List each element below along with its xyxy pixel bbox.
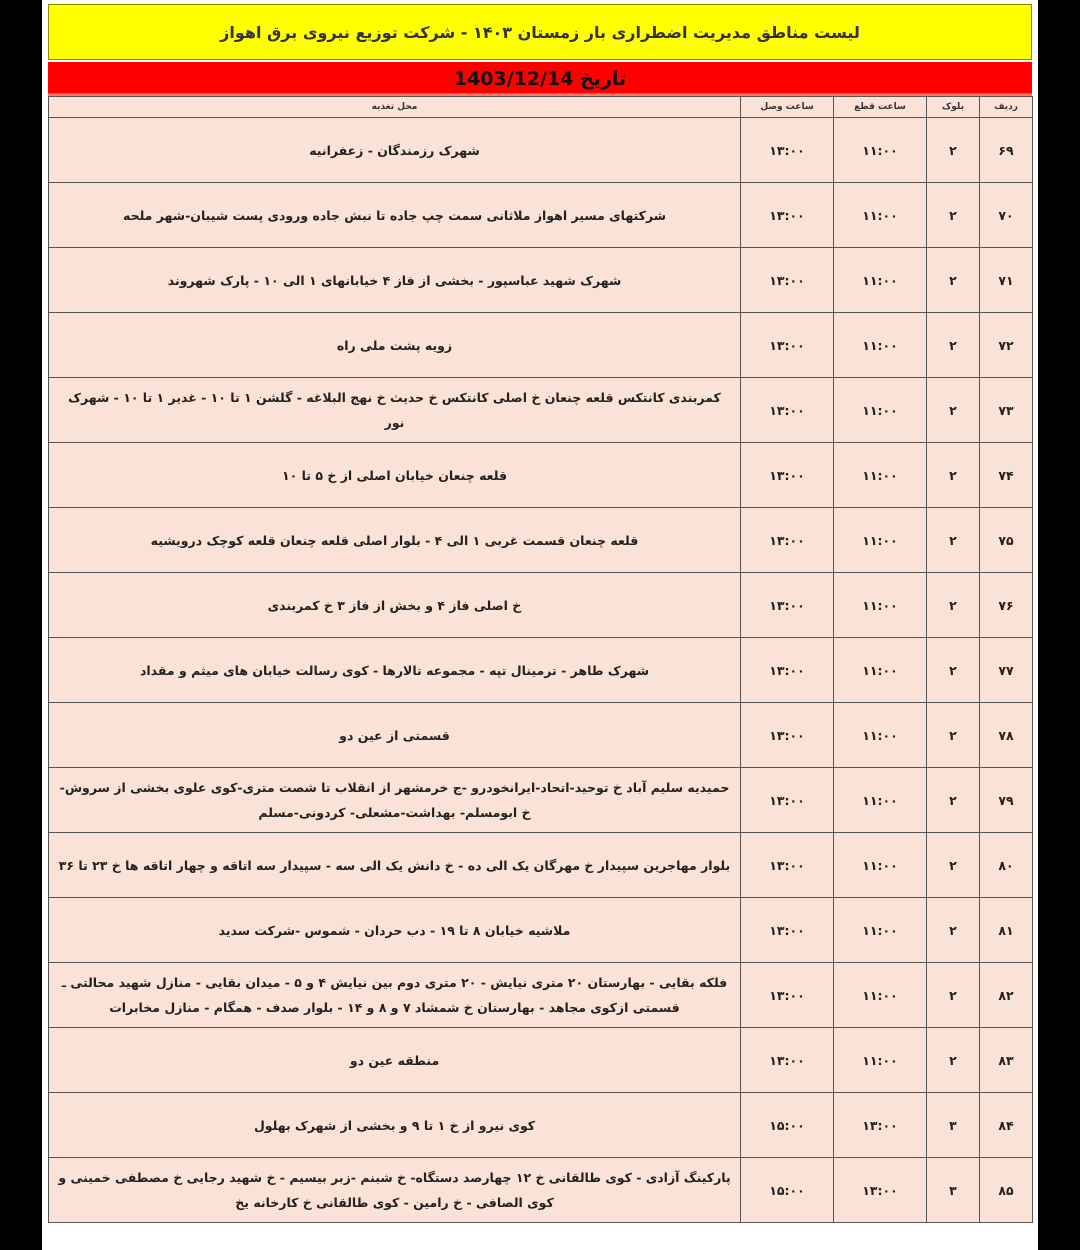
cell-reconnect-time: ۱۳:۰۰ bbox=[741, 443, 834, 508]
col-header-block: بلوک bbox=[927, 97, 980, 118]
cell-row-number: ۷۱ bbox=[980, 248, 1033, 313]
table-row bbox=[49, 508, 1033, 573]
cell-cut-time: ۱۳:۰۰ bbox=[834, 1158, 927, 1223]
cell-location: قلعه چنعان خیابان اصلی از خ ۵ تا ۱۰ bbox=[49, 443, 741, 508]
cell-row-number: ۸۰ bbox=[980, 833, 1033, 898]
cell-reconnect-time: ۱۳:۰۰ bbox=[741, 898, 834, 963]
cell-reconnect-time: ۱۳:۰۰ bbox=[741, 833, 834, 898]
table-row bbox=[49, 963, 1033, 1028]
cell-reconnect-time: ۱۵:۰۰ bbox=[741, 1158, 834, 1223]
cell-row-number: ۷۳ bbox=[980, 378, 1033, 443]
cell-location: شرکتهای مسیر اهواز ملاثانی سمت چپ جاده تا نبش جاده ورودی پست شیبان-شهر ملحه bbox=[49, 183, 741, 248]
table-row bbox=[49, 898, 1033, 963]
cell-location: ملاشیه خیابان ۸ تا ۱۹ - دب حردان - شموس -شرکت سدید bbox=[49, 898, 741, 963]
col-header-reconnect-time: ساعت وصل bbox=[741, 97, 834, 118]
cell-cut-time: ۱۱:۰۰ bbox=[834, 183, 927, 248]
cell-block: ۲ bbox=[927, 833, 980, 898]
cell-cut-time: ۱۱:۰۰ bbox=[834, 443, 927, 508]
cell-row-number: ۸۴ bbox=[980, 1093, 1033, 1158]
cell-block: ۲ bbox=[927, 378, 980, 443]
table-row bbox=[49, 703, 1033, 768]
cell-block: ۲ bbox=[927, 703, 980, 768]
cell-location: فلکه بقایی - بهارستان ۲۰ متری نیایش - ۲۰ متری دوم بین نیایش ۴ و ۵ - میدان بقایی - منازل شهید محالتی ـ قسمتی ازکوی مجاهد - بهارستان خ شمشاد ۷ و ۸ و ۱۴ - بلوار صدف - همگام - منازل مخابرات bbox=[49, 963, 741, 1028]
cell-cut-time: ۱۱:۰۰ bbox=[834, 1028, 927, 1093]
table-row bbox=[49, 833, 1033, 898]
cell-reconnect-time: ۱۵:۰۰ bbox=[741, 1093, 834, 1158]
cell-row-number: ۷۰ bbox=[980, 183, 1033, 248]
cell-location: زویه پشت ملی راه bbox=[49, 313, 741, 378]
cell-block: ۲ bbox=[927, 183, 980, 248]
cell-block: ۲ bbox=[927, 638, 980, 703]
table-row bbox=[49, 183, 1033, 248]
cell-reconnect-time: ۱۳:۰۰ bbox=[741, 248, 834, 313]
cell-location: حمیدیه سلیم آباد خ توحید-اتحاد-ایرانخودرو -ج خرمشهر از انقلاب تا شصت متری-کوی علوی بخشی از سروش-خ ابومسلم- بهداشت-مشعلی- کردونی-مسلم bbox=[49, 768, 741, 833]
cell-cut-time: ۱۱:۰۰ bbox=[834, 638, 927, 703]
cell-location: قلعه چنعان قسمت غربی ۱ الی ۴ - بلوار اصلی قلعه چنعان قلعه کوچک درویشیه bbox=[49, 508, 741, 573]
cell-row-number: ۷۸ bbox=[980, 703, 1033, 768]
cell-location: بلوار مهاجرین سپیدار خ مهرگان یک الی ده - خ دانش یک الی سه - سپیدار سه اتاقه و چهار اتاقه ها خ ۲۳ تا ۳۶ bbox=[49, 833, 741, 898]
table-row bbox=[49, 1158, 1033, 1223]
cell-reconnect-time: ۱۳:۰۰ bbox=[741, 118, 834, 183]
cell-reconnect-time: ۱۳:۰۰ bbox=[741, 573, 834, 638]
cell-block: ۲ bbox=[927, 573, 980, 638]
table-row bbox=[49, 1093, 1033, 1158]
table-row bbox=[49, 443, 1033, 508]
cell-location: قسمتی از عین دو bbox=[49, 703, 741, 768]
cell-block: ۲ bbox=[927, 1028, 980, 1093]
cell-reconnect-time: ۱۳:۰۰ bbox=[741, 313, 834, 378]
cell-row-number: ۸۵ bbox=[980, 1158, 1033, 1223]
cell-reconnect-time: ۱۳:۰۰ bbox=[741, 963, 834, 1028]
table-row bbox=[49, 248, 1033, 313]
cell-cut-time: ۱۱:۰۰ bbox=[834, 963, 927, 1028]
cell-location: شهرک شهید عباسپور - بخشی از فاز ۴ خیابانهای ۱ الی ۱۰ - پارک شهروند bbox=[49, 248, 741, 313]
cell-reconnect-time: ۱۳:۰۰ bbox=[741, 1028, 834, 1093]
cell-location: کوی نیرو از خ ۱ تا ۹ و بخشی از شهرک بهلول bbox=[49, 1093, 741, 1158]
cell-cut-time: ۱۱:۰۰ bbox=[834, 898, 927, 963]
table-row bbox=[49, 313, 1033, 378]
cell-block: ۲ bbox=[927, 963, 980, 1028]
cell-cut-time: ۱۱:۰۰ bbox=[834, 313, 927, 378]
cell-row-number: ۷۴ bbox=[980, 443, 1033, 508]
cell-cut-time: ۱۱:۰۰ bbox=[834, 378, 927, 443]
table-row bbox=[49, 118, 1033, 183]
cell-location: پارکینگ آزادی - کوی طالقانی خ ۱۲ چهارصد دستگاه- خ شبنم -زبر بیسیم - خ شهید رجایی خ مصطفی خمینی و کوی الصافی - خ رامین - کوی طالقانی خ کارخانه یخ bbox=[49, 1158, 741, 1223]
cell-cut-time: ۱۱:۰۰ bbox=[834, 573, 927, 638]
table-row bbox=[49, 768, 1033, 833]
cell-reconnect-time: ۱۳:۰۰ bbox=[741, 768, 834, 833]
document-page bbox=[42, 0, 1038, 1250]
cell-reconnect-time: ۱۳:۰۰ bbox=[741, 183, 834, 248]
table-row bbox=[49, 573, 1033, 638]
cell-row-number: ۶۹ bbox=[980, 118, 1033, 183]
cell-location: شهرک رزمندگان - زعفرانیه bbox=[49, 118, 741, 183]
col-header-row-number: ردیف bbox=[980, 97, 1033, 118]
cell-row-number: ۸۲ bbox=[980, 963, 1033, 1028]
cell-cut-time: ۱۱:۰۰ bbox=[834, 118, 927, 183]
cell-block: ۲ bbox=[927, 313, 980, 378]
cell-row-number: ۸۳ bbox=[980, 1028, 1033, 1093]
cell-cut-time: ۱۱:۰۰ bbox=[834, 508, 927, 573]
cell-cut-time: ۱۳:۰۰ bbox=[834, 1093, 927, 1158]
cell-row-number: ۷۹ bbox=[980, 768, 1033, 833]
cell-row-number: ۷۵ bbox=[980, 508, 1033, 573]
table-header-row bbox=[49, 97, 1033, 118]
cell-row-number: ۷۷ bbox=[980, 638, 1033, 703]
cell-location: خ اصلی فاز ۴ و بخش از فاز ۳ خ کمربندی bbox=[49, 573, 741, 638]
page-title: لیست مناطق مدیریت اضطراری بار زمستان ۱۴۰۳ - شرکت توزیع نیروی برق اهواز bbox=[48, 4, 1032, 60]
cell-row-number: ۸۱ bbox=[980, 898, 1033, 963]
cell-cut-time: ۱۱:۰۰ bbox=[834, 703, 927, 768]
table-row bbox=[49, 378, 1033, 443]
cell-reconnect-time: ۱۳:۰۰ bbox=[741, 508, 834, 573]
table-row bbox=[49, 638, 1033, 703]
cell-block: ۲ bbox=[927, 248, 980, 313]
cell-reconnect-time: ۱۳:۰۰ bbox=[741, 638, 834, 703]
col-header-cut-time: ساعت قطع bbox=[834, 97, 927, 118]
schedule-table bbox=[48, 96, 1033, 1223]
cell-location: منطقه عین دو bbox=[49, 1028, 741, 1093]
cell-block: ۲ bbox=[927, 768, 980, 833]
cell-block: ۲ bbox=[927, 508, 980, 573]
cell-block: ۲ bbox=[927, 443, 980, 508]
cell-row-number: ۷۲ bbox=[980, 313, 1033, 378]
cell-location: شهرک طاهر - ترمینال تپه - مجموعه تالارها - کوی رسالت خیابان های میثم و مقداد bbox=[49, 638, 741, 703]
cell-block: ۲ bbox=[927, 118, 980, 183]
cell-cut-time: ۱۱:۰۰ bbox=[834, 248, 927, 313]
cell-block: ۳ bbox=[927, 1158, 980, 1223]
date-banner: تاریخ 1403/12/14 bbox=[48, 62, 1032, 96]
cell-row-number: ۷۶ bbox=[980, 573, 1033, 638]
cell-cut-time: ۱۱:۰۰ bbox=[834, 833, 927, 898]
table-row bbox=[49, 1028, 1033, 1093]
col-header-location: محل تغذیه bbox=[49, 97, 741, 118]
cell-cut-time: ۱۱:۰۰ bbox=[834, 768, 927, 833]
cell-block: ۲ bbox=[927, 898, 980, 963]
cell-reconnect-time: ۱۳:۰۰ bbox=[741, 703, 834, 768]
cell-location: کمربندی کانتکس قلعه چنعان خ اصلی کانتکس خ حدیث خ نهج البلاغه - گلشن ۱ تا ۱۰ - غدیر ۱ تا ۱۰ - شهرک نور bbox=[49, 378, 741, 443]
cell-reconnect-time: ۱۳:۰۰ bbox=[741, 378, 834, 443]
cell-block: ۳ bbox=[927, 1093, 980, 1158]
